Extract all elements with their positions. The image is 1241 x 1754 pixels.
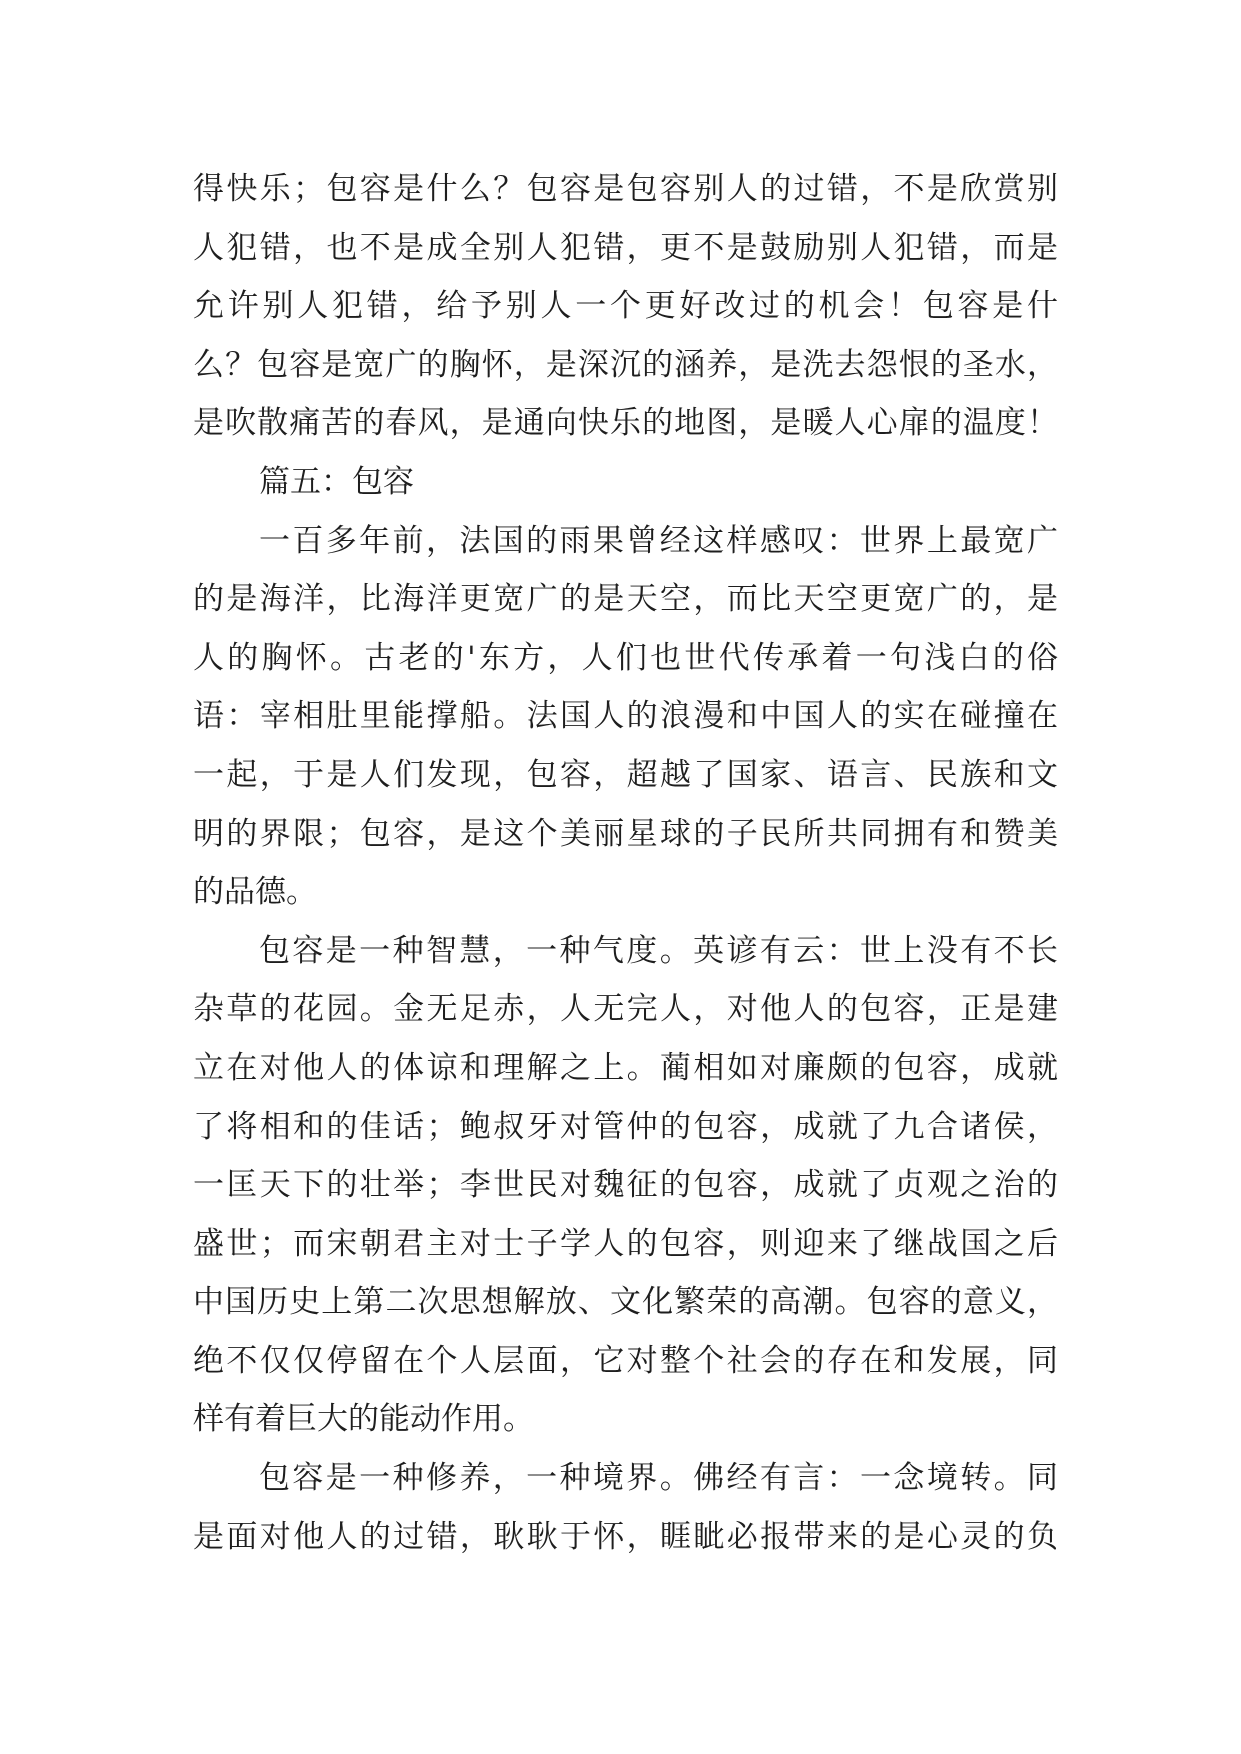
paragraph [193, 1449, 1058, 1566]
text-line: 明的界限；包容，是这个美丽星球的子民所共同拥有和赞美 [193, 815, 1058, 852]
text-line: 允许别人犯错，给予别人一个更好改过的机会！包容是什 [193, 288, 1058, 325]
paragraph-continued [193, 160, 1058, 453]
text-line: 的是海洋，比海洋更宽广的是天空，而比天空更宽广的，是 [193, 581, 1058, 618]
text-line: 么？包容是宽广的胸怀，是深沉的涵养，是洗去怨恨的圣水， [193, 346, 1058, 383]
text-line: 包容是一种智慧，一种气度。英谚有云：世上没有不长 [259, 932, 1058, 969]
text-line: 一匡天下的壮举；李世民对魏征的包容，成就了贞观之治的 [193, 1167, 1058, 1204]
text-line: 一百多年前，法国的雨果曾经这样感叹：世界上最宽广 [259, 522, 1058, 559]
text-line: 了将相和的佳话；鲍叔牙对管仲的包容，成就了九合诸侯， [193, 1108, 1058, 1145]
text-line: 样有着巨大的能动作用。 [193, 1401, 534, 1438]
section-title: 篇五：包容 [259, 463, 414, 500]
text-line: 绝不仅仅停留在个人层面，它对整个社会的存在和发展，同 [193, 1342, 1058, 1379]
text-line: 包容是一种修养，一种境界。佛经有言：一念境转。同 [259, 1460, 1058, 1497]
text-line: 人犯错，也不是成全别人犯错，更不是鼓励别人犯错，而是 [193, 229, 1058, 266]
text-line: 一起，于是人们发现，包容，超越了国家、语言、民族和文 [193, 756, 1058, 793]
text-line: 盛世；而宋朝君主对士子学人的包容，则迎来了继战国之后 [193, 1225, 1058, 1262]
text-line: 人的胸怀。古老的'东方，人们也世代传承着一句浅白的俗 [193, 639, 1058, 676]
section-heading [193, 453, 1058, 512]
text-line: 中国历史上第二次思想解放、文化繁荣的高潮。包容的意义， [193, 1284, 1058, 1321]
text-line: 语：宰相肚里能撑船。法国人的浪漫和中国人的实在碰撞在 [193, 698, 1058, 735]
paragraph [193, 922, 1058, 1449]
document-body [193, 160, 1058, 1566]
text-line: 是面对他人的过错，耿耿于怀，睚眦必报带来的是心灵的负 [193, 1518, 1058, 1555]
text-line: 杂草的花园。金无足赤，人无完人，对他人的包容，正是建 [193, 991, 1058, 1028]
paragraph [193, 512, 1058, 922]
text-line: 立在对他人的体谅和理解之上。蔺相如对廉颇的包容，成就 [193, 1049, 1058, 1086]
text-line: 得快乐；包容是什么？包容是包容别人的过错，不是欣赏别 [193, 171, 1058, 207]
text-line: 的品德。 [193, 874, 317, 911]
text-line: 是吹散痛苦的春风，是通向快乐的地图，是暖人心扉的温度！ [193, 405, 1058, 442]
